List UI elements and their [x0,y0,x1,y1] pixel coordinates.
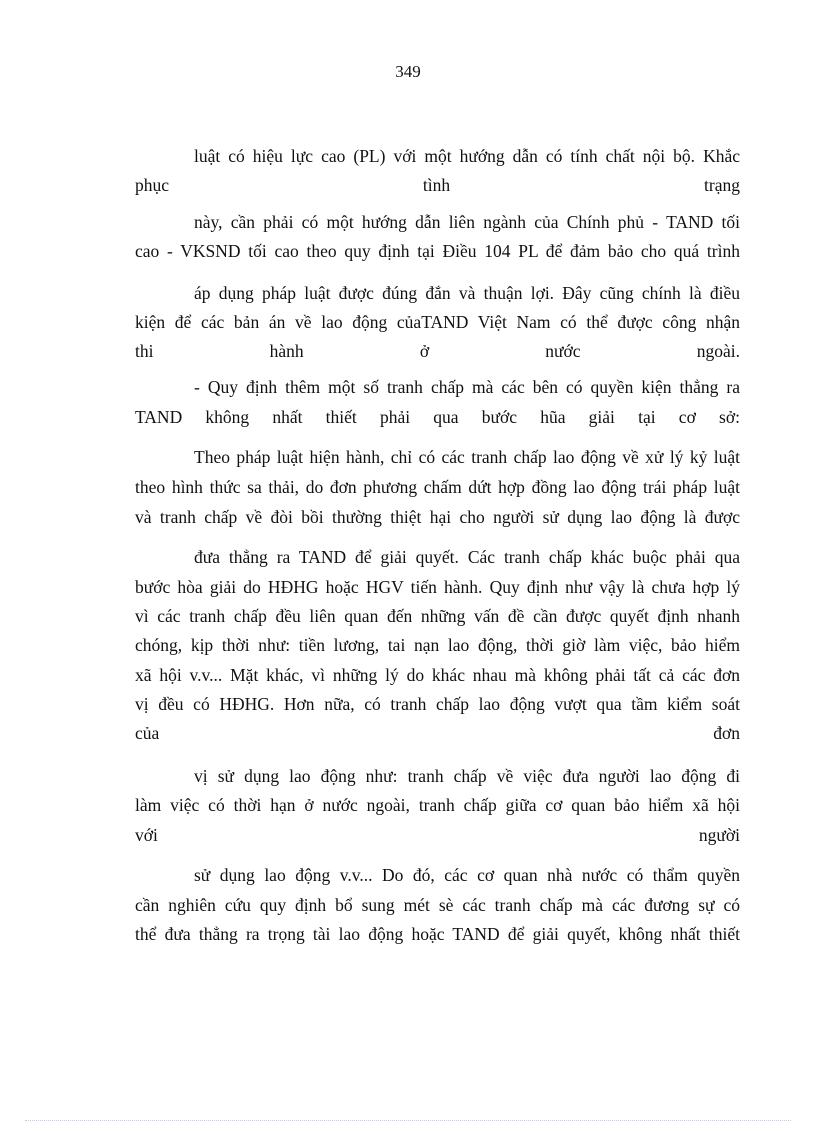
word: tình [422,175,451,195]
word: đơn [713,723,740,743]
word: cơ [678,407,696,427]
word: hũa [540,407,566,427]
text-line: kiện để các bản án về lao động củaTAND Việt Nam có thể được công nhận [135,312,740,332]
text-line: chóng, kịp thời như: tiền lương, tai nạn lao động, thời giờ làm việc, bảo hiểm [135,635,740,655]
word: không [205,407,250,427]
text-line: - Quy định thêm một số tranh chấp mà các bên có quyền kiện thẳng ra [194,377,740,397]
text-line: làm việc có thời hạn ở nước ngoài, tranh chấp giữa cơ quan bảo hiểm xã hội [135,795,740,815]
text-line [135,824,740,846]
text-line: theo hình thức sa thải, do đơn phương chấm dứt hợp đồng lao động trái pháp luật [135,477,740,497]
page-number: 349 [395,62,421,81]
text-line: thể đưa thẳng ra trọng tài lao động hoặc TAND để giải quyết, không nhất thiết [135,924,740,944]
word: tại [638,407,656,427]
word: phải [379,407,411,427]
word: phục [135,175,170,195]
word: người [698,825,740,845]
text-line: cần nghiên cứu quy định bổ sung mét sè các tranh chấp mà các đương sự có [135,895,740,915]
word: nước [545,341,581,361]
word: với [135,825,158,845]
text-line [135,406,740,428]
text-line: vị đều có HĐHG. Hơn nữa, có tranh chấp lao động vượt qua tầm kiểm soát [135,694,740,714]
text-line: cao - VKSND tối cao theo quy định tại Điều 104 PL để đảm bảo cho quá trình [135,241,740,261]
word: thi [135,341,154,361]
word: giải [588,407,615,427]
word: thiết [325,407,357,427]
word: sở: [719,407,740,427]
page-bottom-rule [25,1120,791,1121]
text-line [135,174,740,196]
word: của [135,723,160,743]
word: TAND [135,407,183,427]
word: ở [419,341,430,361]
text-line: luật có hiệu lực cao (PL) với một hướng dẫn có tính chất nội bộ. Khắc [194,146,740,166]
text-line [135,722,740,744]
text-line: vì các tranh chấp đều liên quan đến những vấn đề cần được quyết định nhanh [135,606,740,626]
text-line: Theo pháp luật hiện hành, chỉ có các tranh chấp lao động về xử lý kỷ luật [194,447,740,467]
word: hành [269,341,304,361]
word: trạng [704,175,740,195]
word: ngoài. [696,341,740,361]
text-line: này, cần phải có một hướng dẫn liên ngành của Chính phủ - TAND tối [194,212,740,232]
word: qua [433,407,459,427]
word: bước [481,407,518,427]
text-line: sử dụng lao động v.v... Do đó, các cơ quan nhà nước có thẩm quyền [194,865,740,885]
text-line: vị sử dụng lao động như: tranh chấp về việc đưa người lao động đi [194,766,740,786]
text-line: và tranh chấp về đòi bồi thường thiệt hại cho người sử dụng lao động là được [135,507,740,527]
text-line: áp dụng pháp luật được đúng đắn và thuận lợi. Đây cũng chính là điều [194,283,740,303]
text-line: đưa thẳng ra TAND để giải quyết. Các tranh chấp khác buộc phải qua [194,547,740,567]
text-line: xã hội v.v... Mặt khác, vì những lý do khác nhau mà không phải tất cả các đơn [135,665,740,685]
text-line: bước hòa giải do HĐHG hoặc HGV tiến hành. Quy định như vậy là chưa hợp lý [135,577,740,597]
word: nhất [272,407,303,427]
text-line [135,340,740,362]
